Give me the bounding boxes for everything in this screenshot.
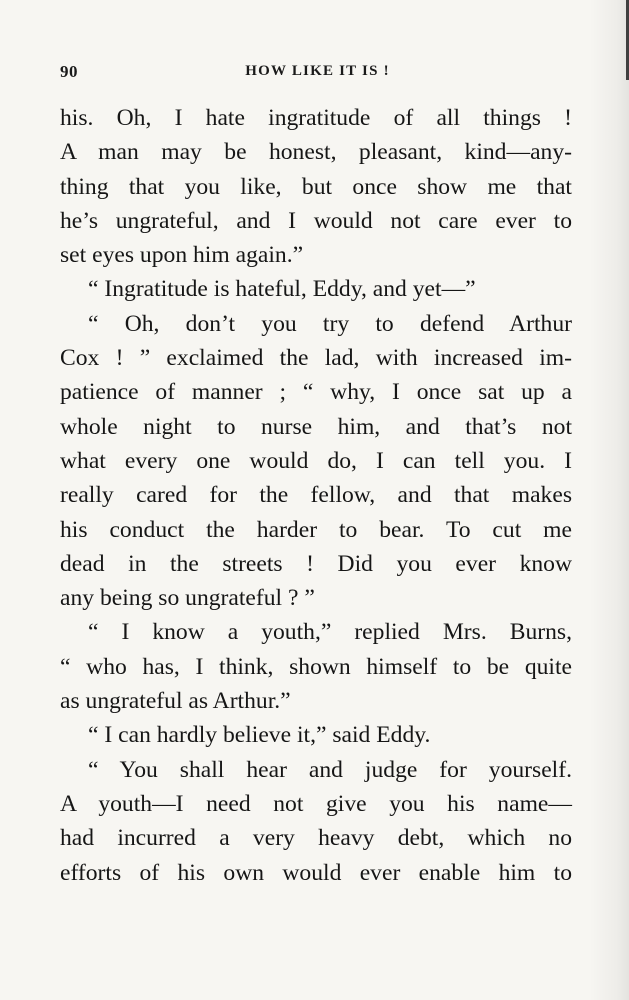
text-line: Cox ! ” exclaimed the lad, with increased im- [60, 345, 572, 372]
text-line: thing that you like, but once show me that [60, 173, 572, 200]
text-line: his. Oh, I hate ingratitude of all things ! [60, 105, 572, 131]
text-line: patience of manner ; “ why, I once sat up a [60, 379, 572, 406]
page-number: 90 [60, 62, 78, 81]
text-line: “ I can hardly believe it,” said Eddy. [88, 722, 431, 749]
running-title: HOW LIKE IT IS ! [245, 63, 390, 79]
text-line: as ungrateful as Arthur.” [60, 688, 291, 715]
text-line: whole night to nurse him, and that’s not [60, 413, 572, 440]
body-text [60, 101, 572, 890]
text-line: dead in the streets ! Did you ever know [60, 550, 572, 577]
page-edge-mark [614, 0, 629, 80]
text-line: A youth—I need not give you his name— [60, 790, 572, 817]
text-line: “ You shall hear and judge for yourself. [88, 756, 572, 783]
text-line: really cared for the fellow, and that makes [60, 482, 572, 509]
text-line: what every one would do, I can tell you. I [60, 447, 572, 474]
page-edge-shadow [589, 0, 629, 1000]
text-line: efforts of his own would ever enable him to [60, 859, 572, 886]
text-line: A man may be honest, pleasant, kind—any- [60, 139, 572, 166]
text-line: his conduct the harder to bear. To cut me [60, 516, 572, 543]
text-line: set eyes upon him again.” [60, 242, 304, 269]
text-line: “ Oh, don’t you try to defend Arthur [88, 310, 572, 337]
text-line: “ I know a youth,” replied Mrs. Burns, [88, 619, 572, 646]
text-line: “ who has, I think, shown himself to be quite [60, 653, 572, 680]
text-line: had incurred a very heavy debt, which no [60, 825, 572, 852]
text-line: “ Ingratitude is hateful, Eddy, and yet—” [88, 276, 476, 303]
text-line: he’s ungrateful, and I would not care ever to [60, 207, 572, 234]
running-head [60, 62, 575, 84]
text-line: any being so ungrateful ? ” [60, 585, 315, 612]
